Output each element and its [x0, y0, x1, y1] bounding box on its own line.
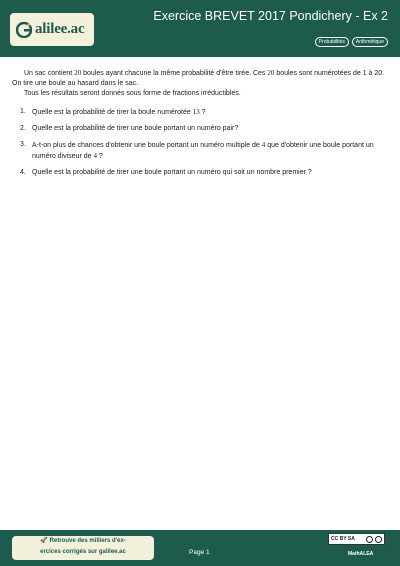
page-number: Page 1	[189, 549, 210, 556]
question-3: 3. A-t-on plus de chances d'obtenir une boule portant un numéro multiple de 4 que d'obtenir une boule portant un numéro diviseur de 4 ?	[20, 141, 374, 160]
license-badge[interactable]	[328, 533, 385, 545]
question-2: 2. Quelle est la probabilité de tirer une boule portant un numéro pair?	[20, 125, 239, 132]
galilee-logo[interactable]	[10, 13, 94, 46]
cc-by-icon	[366, 536, 373, 543]
exercise-intro	[12, 68, 390, 99]
question-1: 1. Quelle est la probabilité de tirer la boule numérotée 13 ?	[20, 108, 206, 116]
rocket-icon: 🚀	[40, 538, 48, 544]
question-list	[20, 107, 388, 184]
promo-link[interactable]: 🚀 Retrouve des milliers d'ex- ercices corrigés sur galilee.ac	[12, 536, 154, 560]
question-4: 4. Quelle est la probabilité de tirer une boule portant un numéro qui soit un nombre premier ?	[20, 169, 312, 176]
intro-instruction: Tous les résultats seront donnés sous forme de fractions irréductibles.	[24, 90, 241, 97]
cc-sa-icon	[375, 536, 382, 543]
logo-text: alilee.ac	[35, 21, 85, 37]
exercise-title: Exercice BREVET 2017 Pondichery - Ex 2	[153, 9, 388, 23]
tag-arithmetique[interactable]: Arithmétique	[352, 37, 388, 47]
header-bar	[0, 0, 400, 57]
galilee-logo-icon	[16, 22, 32, 38]
intro-paragraph: Un sac contient 20 boules ayant chacune la même probabilité d'être tirée. Ces 20 boules sont numérotées de 1 à 20. On tire une boule au hasard dans le sac.	[12, 69, 385, 87]
mathalea-brand: MathALEA	[348, 551, 374, 557]
cc-label: CC BY SA	[331, 536, 355, 542]
tag-probabilites[interactable]: Probabilités	[315, 37, 349, 47]
topic-tags	[315, 37, 388, 47]
